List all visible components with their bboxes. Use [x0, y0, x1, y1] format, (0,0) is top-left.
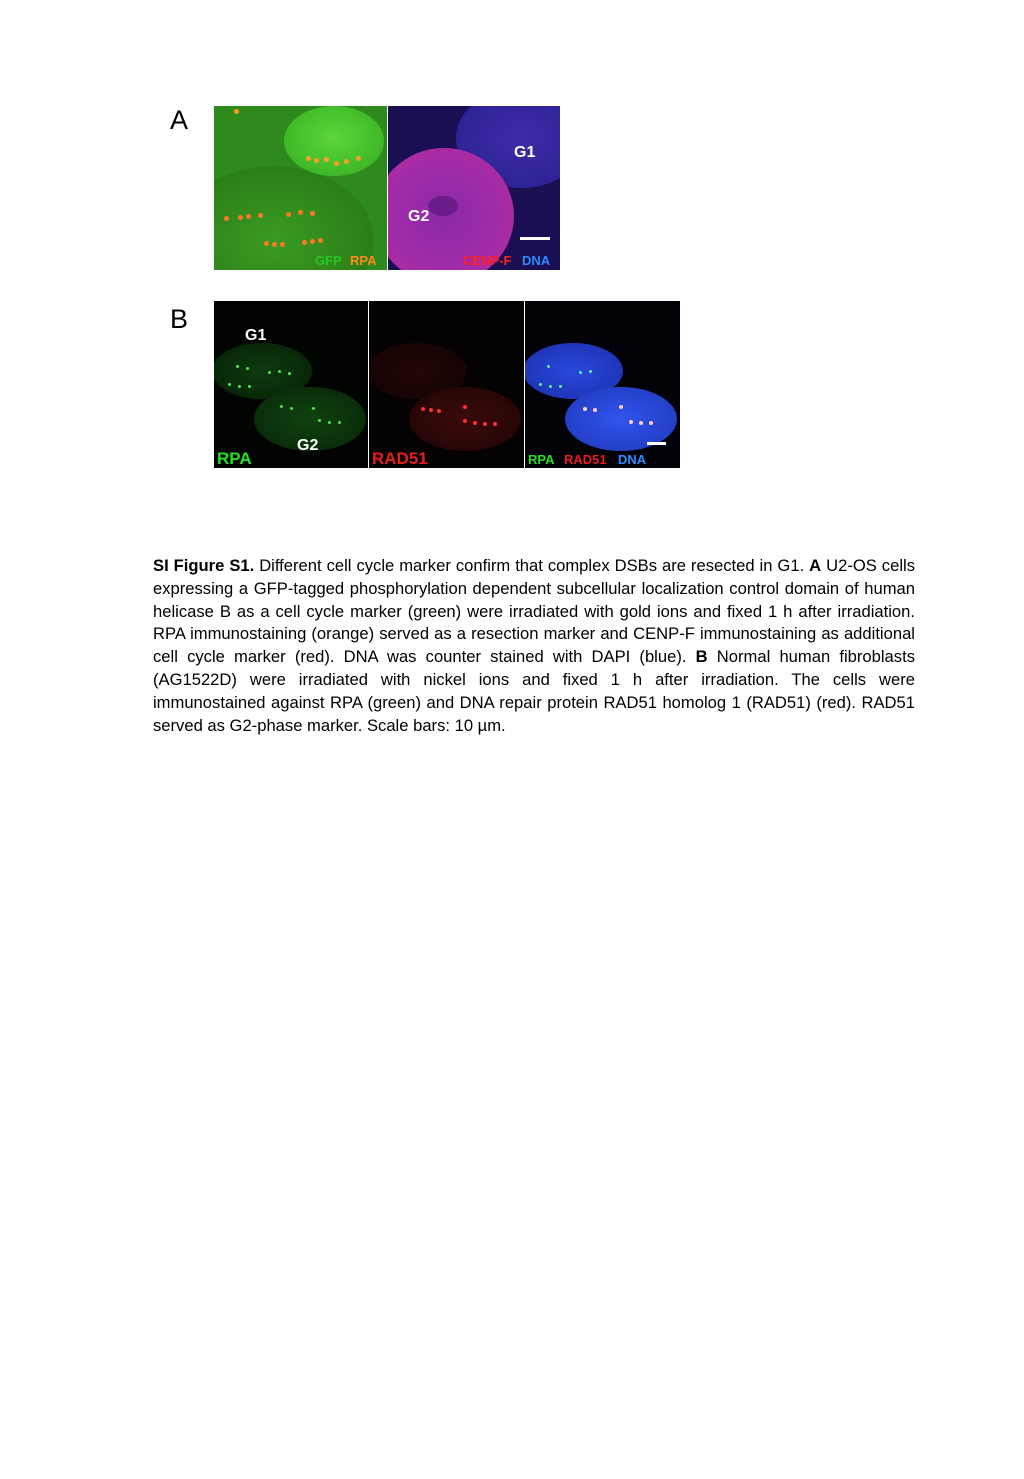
caption-intro: Different cell cycle marker confirm that complex DSBs are resected in G1.	[254, 556, 810, 575]
panel-b-letter: B	[170, 304, 189, 334]
nucleolus	[428, 196, 458, 216]
caption-b-text: Normal human fibroblasts (AG1522D) were irradiated with nickel ions and fixed 1 h after irradiation. The cells were immunostained against RPA (green) and DNA repair protein RAD51 homolog 1 (RAD51) (red). RAD51 served as G2-phase marker. Scale bars: 10 µm.	[153, 647, 915, 735]
panel-a-letter: A	[170, 105, 189, 135]
rpa-channel-label-b: RPA	[217, 449, 252, 468]
cenpf-channel-label: CENP-F	[463, 253, 512, 268]
scale-bar-b	[647, 442, 666, 445]
panel-a-gfp-rpa-image	[214, 106, 387, 270]
rpa-channel-label: RPA	[350, 253, 377, 268]
panel-b-rad51-image	[369, 301, 524, 468]
g1-phase-label-b: G1	[245, 327, 267, 344]
panel-a-cenpf-dna-image	[388, 106, 560, 270]
g2-phase-label-b: G2	[297, 437, 319, 454]
scale-bar	[520, 237, 550, 240]
rad51-channel-label-merge: RAD51	[564, 452, 607, 467]
panel-b-rpa-image	[214, 301, 368, 468]
dna-channel-label-merge: DNA	[618, 452, 647, 467]
gfp-channel-label: GFP	[315, 253, 342, 268]
caption-a-text: U2-OS cells expressing a GFP-tagged phosphorylation dependent subcellular localization control domain of human helicase B as a cell cycle marker (green) were irradiated with gold ions and fixed 1 h after irradiation. RPA immunostaining (orange) served as a resection marker and CENP-F immunostaining as additional cell cycle marker (red). DNA was counter stained with DAPI (blue).	[153, 556, 915, 667]
caption-b-label: B	[695, 647, 708, 667]
figure-caption	[153, 555, 915, 737]
rad51-channel-label-b: RAD51	[372, 449, 428, 468]
caption-a-label: A	[809, 556, 822, 575]
rpa-channel-label-merge: RPA	[528, 452, 555, 467]
panel-b-merge-image	[525, 301, 680, 468]
dna-channel-label: DNA	[522, 253, 551, 268]
g2-phase-label: G2	[408, 208, 430, 225]
g1-phase-label: G1	[514, 144, 536, 161]
caption-title: SI Figure S1.	[153, 556, 255, 575]
